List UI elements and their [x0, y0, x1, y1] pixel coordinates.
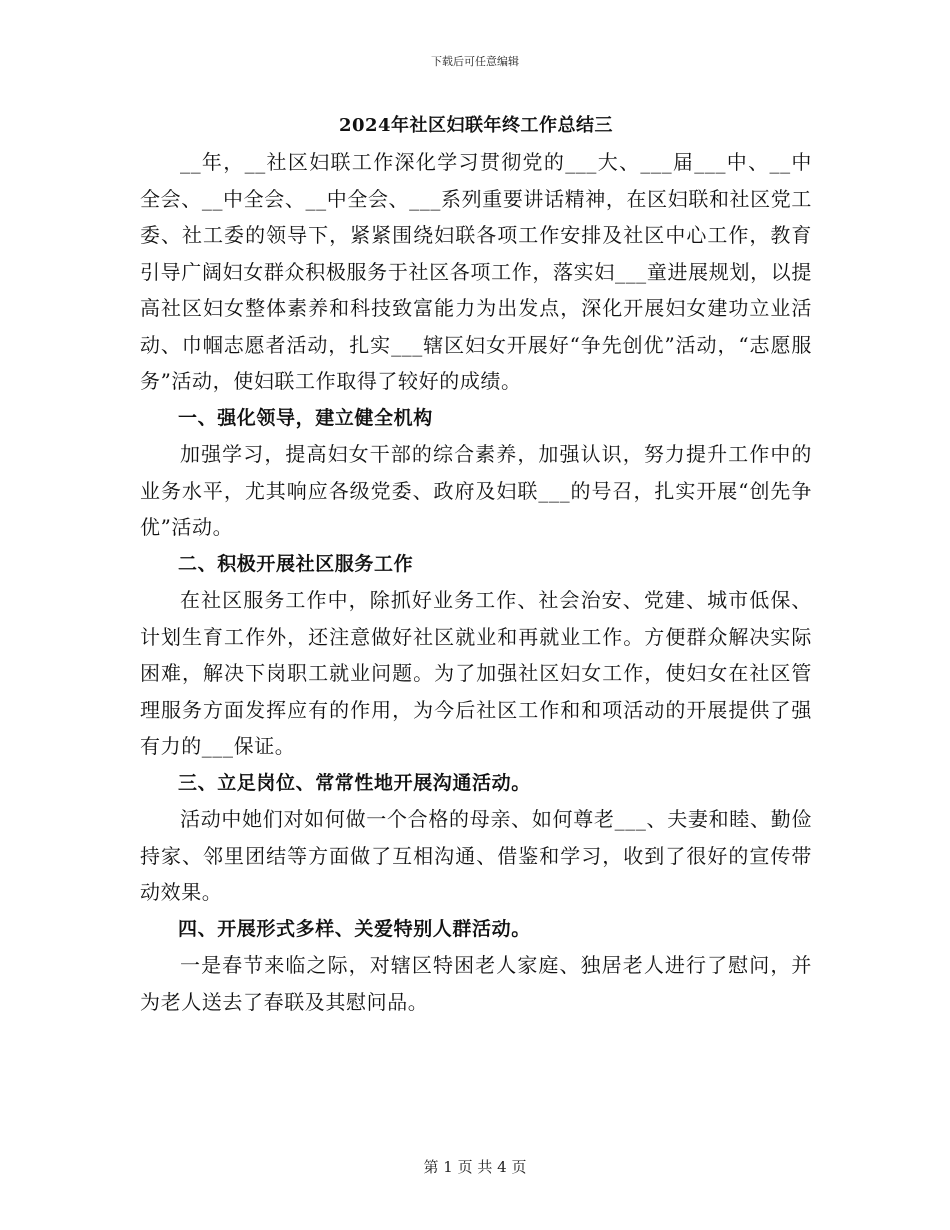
section-body-1: 加强学习，提高妇女干部的综合素养，加强认识，努力提升工作中的业务水平，尤其响应各级党委、政府及妇联___的号召，扎实开展“创先争优”活动。 [140, 442, 812, 539]
page-header-note: 下载后可任意编辑 [431, 55, 519, 68]
section-heading-3: 三、立足岗位、常常性地开展沟通活动。 [178, 771, 531, 794]
section-heading-2: 二、积极开展社区服务工作 [178, 552, 414, 575]
document-body [140, 112, 812, 1020]
intro-paragraph: __年，__社区妇联工作深化学习贯彻党的___大、___届___中、__中全会、__中全会、__中全会、___系列重要讲话精神，在区妇联和社区党工委、社工委的领导下，紧紧围绕妇联各项工作安排及社区中心工作，教育引导广阔妇女群众积极服务于社区各项工作，落实妇___童进展规划，以提高社区妇女整体素养和科技致富能力为出发点，深化开展妇女建功立业活动、巾帼志愿者活动，扎实___辖区妇女开展好“争先创优”活动，“志愿服务”活动，使妇联工作取得了较好的成绩。 [140, 150, 812, 393]
section-body-4: 一是春节来临之际，对辖区特困老人家庭、独居老人进行了慰问，并为老人送去了春联及其慰问品。 [140, 953, 812, 1014]
section-body-2: 在社区服务工作中，除抓好业务工作、社会治安、党建、城市低保、计划生育工作外，还注意做好社区就业和再就业工作。方便群众解决实际困难，解决下岗职工就业问题。为了加强社区妇女工作，使妇女在社区管理服务方面发挥应有的作用，为今后社区工作和和项活动的开展提供了强有力的___保证。 [140, 588, 812, 758]
section-heading-4: 四、开展形式多样、关爱特别人群活动。 [178, 917, 531, 940]
page-footer-number: 第 1 页 共 4 页 [423, 1158, 527, 1176]
section-heading-1: 一、强化领导，建立健全机构 [178, 406, 433, 429]
document-title: 2024年社区妇联年终工作总结三 [338, 115, 614, 136]
section-body-3: 活动中她们对如何做一个合格的母亲、如何尊老___、夫妻和睦、勤俭持家、邻里团结等方面做了互相沟通、借鉴和学习，收到了很好的宣传带动效果。 [140, 807, 812, 904]
